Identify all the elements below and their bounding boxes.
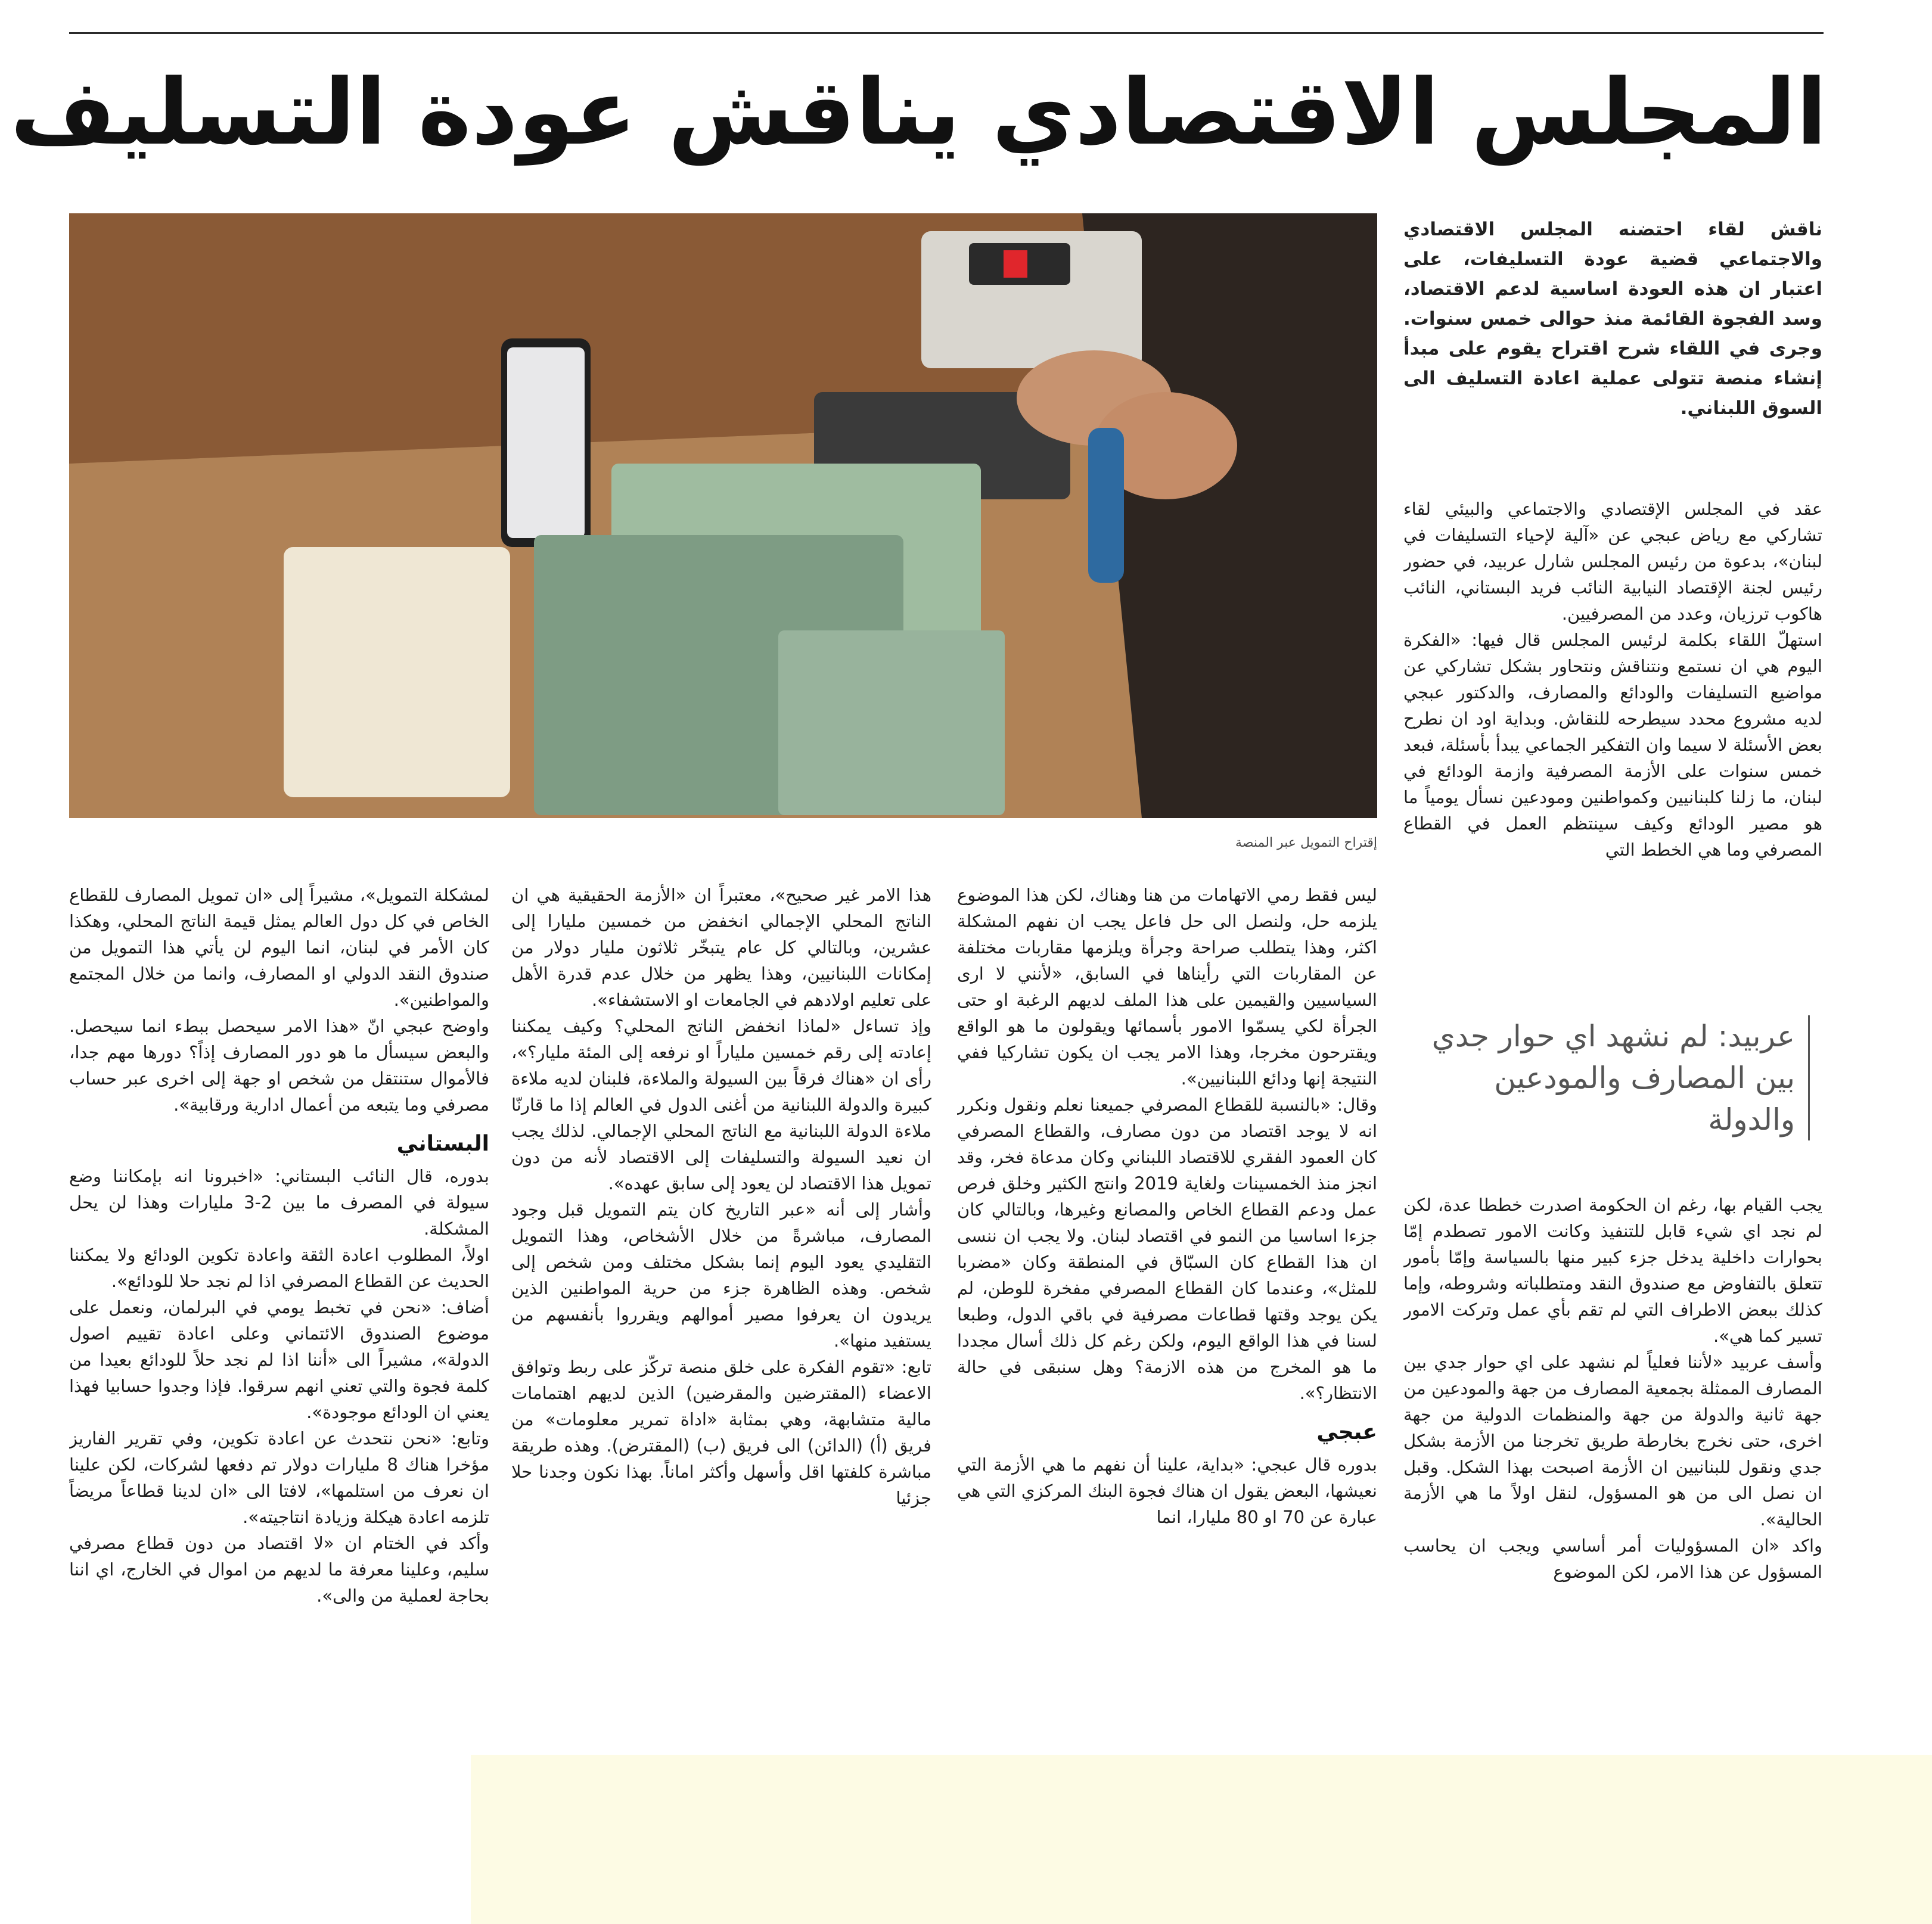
paragraph: وأشار إلى أنه «عبر التاريخ كان يتم التمويل قبل وجود المصارف، مباشرةً من خلال الأشخاص، وهذا التمويل التقليدي يعود اليوم إنما بشكل مختلف ومن شخص إلى شخص. وهذه الظاهرة جزء من حرية المواطنين الذين يريدون ان يعرفوا مصير أموالهم ويقرروا بأنفسهم من يستفيد منها». <box>511 1199 931 1351</box>
column-1-top <box>1403 496 1822 937</box>
top-rule <box>69 32 1824 34</box>
paragraph: اولاً، المطلوب اعادة الثقة واعادة تكوين الودائع ولا يمكننا الحديث عن القطاع المصرفي اذا لم نجد حلا للودائع». <box>69 1245 489 1291</box>
paragraph: ليس فقط رمي الاتهامات من هنا وهناك، لكن هذا الموضوع يلزمه حل، ولنصل الى حل فاعل يجب ان نفهم المشكلة اكثر، وهذا يتطلب صراحة وجرأة ويلزمها مقاربات مختلفة عن المقاربات التي رأيناها في السابق، «لأنني لا ارى السياسيين والقيمين على هذا الملف لديهم الرغبة او حتى الجرأة لكي يسمّوا الامور بأسمائها ويقولون ما هو الواقع ويقترحون مخرجا، وهذا الامر يجب ان يكون تشاركيا ففي النتيجة إنها ودائع اللبنانيين». <box>957 885 1377 1089</box>
article-photo <box>69 213 1377 818</box>
column-3 <box>511 882 931 1710</box>
money-counting-photo <box>69 213 1377 818</box>
paragraph: تابع: «تقوم الفكرة على خلق منصة تركّز على ربط وتوافق الاعضاء (المقترضين والمقرضين) الذين لديهم اهتمامات مالية متشابهة، وهي بمثابة «اداة تمرير معلومات» من فريق (أ) (الدائن) الى فريق (ب) (المقترض). وهذه طريقة مباشرة كلفتها اقل وأسهل وأكثر اماناً. بهذا نكون وجدنا حلا جزئيا <box>511 1357 931 1508</box>
headline: المجلس الاقتصادي يناقش عودة التسليف <box>10 60 1827 165</box>
paragraph: وأكد في الختام ان «لا اقتصاد من دون قطاع مصرفي سليم، وعلينا معرفة ما لديهم من اموال في الخارج، اي اننا بحاجة لعملية من والى». <box>69 1533 489 1606</box>
paragraph: بدوره، قال النائب البستاني: «اخبرونا انه بإمكاننا وضع سيولة في المصرف ما بين 2-3 مليارات وهذا لن يحل المشكلة. <box>69 1166 489 1239</box>
paragraph: واكد «ان المسؤوليات أمر أساسي ويجب ان يحاسب المسؤول عن هذا الامر، لكن الموضوع <box>1403 1536 1822 1582</box>
paragraph: أضاف: «نحن في تخبط يومي في البرلمان، ونعمل على موضوع الصندوق الائتماني وعلى اعادة تقييم اصول الدولة»، مشيراً الى «أننا اذا لم نجد حلاً للودائع بعيدا من كلمة فجوة والتي تعني انهم سرقوا. فإذا وجدوا حسابيا فهذا يعني ان الودائع موجودة». <box>69 1297 489 1422</box>
column-2 <box>957 882 1377 1710</box>
paragraph: استهلّ اللقاء بكلمة لرئيس المجلس قال فيها: «الفكرة اليوم هي ان نستمع ونتناقش ونتحاور بشكل تشاركي عن مواضيع التسليفات والودائع والمصارف، والدكتور عبجي لديه مشروع محدد سيطرحه للنقاش. وبداية اود ان نطرح بعض الأسئلة لا سيما وان التفكير الجماعي يبدأ بأسئلة، فبعد خمس سنوات على الأزمة المصرفية وازمة الودائع في لبنان، ما زلنا كلبنانيين وكمواطنين ومودعين نسأل يومياً ما هو مصير الودائع وكيف سينتظم العمل في القطاع المصرفي وما هي الخطط التي <box>1403 630 1822 860</box>
article-intro: ناقش لقاء احتضنه المجلس الاقتصادي والاجتماعي قضية عودة التسليفات، على اعتبار ان هذه العودة اساسية لدعم الاقتصاد، وسد الفجوة القائمة منذ حوالى خمس سنوات. وجرى في اللقاء شرح اقتراح يقوم على مبدأ إنشاء منصة تتولى عملية اعادة التسليف الى السوق اللبناني. <box>1403 219 1822 419</box>
ad-placeholder <box>471 1755 1932 1924</box>
paragraph: واوضح عبجي انّ «هذا الامر سيحصل ببطء انما سيحصل. والبعض سيسأل ما هو دور المصارف إذاً؟ دورها مهم جدا، فالأموال ستنتقل من شخص او جهة إلى اخرى عبر حساب مصرفي وما يتبعه من أعمال ادارية ورقابية». <box>69 1016 489 1115</box>
paragraph: هذا الامر غير صحيح»، معتبراً ان «الأزمة الحقيقية هي ان الناتج المحلي الإجمالي انخفض من خمسين مليارا إلى عشرين، وبالتالي كل عام يتبخّر ثلاثون مليار دولار من إمكانات اللبنانيين، وهذا يظهر من خلال عدم قدرة الأهل على تعليم اولادهم في الجامعات او الاستشفاء». <box>511 885 931 1010</box>
section-heading-abji: عبجي <box>1316 1420 1377 1444</box>
paragraph: وأسف عربيد «لأننا فعلياً لم نشهد على اي حوار جدي بين المصارف الممثلة بجمعية المصارف من جهة والمودعين من جهة ثانية والدولة من جهة والمنظمات الدولية من جهة اخرى، حتى نخرج بخارطة طريق تخرجنا من الأزمة بشكل جدي ونقول للبنانيين ان الأزمة اصبحت بهذا الشكل. وقبل ان نصل الى من هو المسؤول، لنقل اولاً ما هي الأزمة الحالية». <box>1403 1352 1822 1530</box>
paragraph: عقد في المجلس الإقتصادي والاجتماعي والبيئي لقاء تشاركي مع رياض عبجي عن «آلية لإحياء التسليفات في لبنان»، بدعوة من رئيس المجلس شارل عربيد، في حضور رئيس لجنة الإقتصاد النيابية النائب فريد البستاني، النائب هاكوب ترزيان، وعدد من المصرفيين. <box>1403 499 1822 624</box>
column-1-bottom <box>1403 1192 1822 1704</box>
pull-quote: عربيد: لم نشهد اي حوار جدي بين المصارف والمودعين والدولة <box>1430 1015 1810 1140</box>
photo-caption: إقتراح التمويل عبر المنصة <box>1235 835 1377 850</box>
section-heading-bustani: البستاني <box>396 1132 489 1156</box>
paragraph: بدوره قال عبجي: «بداية، علينا أن نفهم ما هي الأزمة التي نعيشها، البعض يقول ان هناك فجوة البنك المركزي التي هي عبارة عن 70 او 80 مليارا، انما <box>957 1454 1377 1527</box>
paragraph: وقال: «بالنسبة للقطاع المصرفي جميعنا نعلم ونقول ونكرر انه لا يوجد اقتصاد من دون مصارف، والقطاع المصرفي كان العمود الفقري للاقتصاد اللبناني وكان مدعاة فخر، وقد انجز منذ الخمسينات ولغاية 2019 وانتج الكثير وخلق فرص عمل ودعم القطاع الخاص والمصانع وغيرها، وبالتالي كان جزءا اساسيا من النمو في اقتصاد لبنان. ولا يجب ان ننسى ان هذا القطاع كان السبّاق في المنطقة وكان «مضربا للمثل»، وعندما كان القطاع المصرفي مفخرة للوطن، لم يكن يوجد وقتها قطاعات مصرفية في باقي الدول، وطبعا لسنا في هذا الواقع اليوم، ولكن رغم كل ذلك أسال مجددا ما هو المخرج من هذه الازمة؟ وهل سنبقى في حالة الانتظار؟». <box>957 1095 1377 1403</box>
column-4 <box>69 882 489 1919</box>
paragraph: وإذ تساءل «لماذا انخفض الناتج المحلي؟ وكيف يمكننا إعادته إلى رقم خمسين ملياراً او نرفعه إلى المئة مليار؟»، رأى ان «هناك فرقاً بين السيولة والملاءة، فلبنان لديه ملاءة كبيرة والدولة اللبنانية من أغنى الدول في العالم إذا ما قارنّا ملاءة الدولة اللبنانية مع الناتج المحلي الإجمالي. لذلك يجب ان نعيد السيولة والتسليفات إلى الاقتصاد لأنه من دون تمويل هذا الاقتصاد لن يعود إلى سابق عهده». <box>511 1016 931 1193</box>
paragraph: يجب القيام بها، رغم ان الحكومة اصدرت خططا عدة، لكن لم نجد اي شيء قابل للتنفيذ وكانت الامور تصطدم إمّا بحوارات داخلية يدخل جزء كبير منها بالسياسة وإمّا بأمور تتعلق بالتفاوض مع صندوق النقد ومتطلباته وشروطه، وإما كذلك ببعض الاطراف التي لم تقم بأي عمل وتركت الامور تسير كما هي». <box>1403 1195 1822 1346</box>
paragraph: لمشكلة التمويل»، مشيراً إلى «ان تمويل المصارف للقطاع الخاص في كل دول العالم يمثل قيمة الناتج المحلي، وهكذا كان الأمر في لبنان، انما اليوم لن يأتي هذا التمويل من صندوق النقد الدولي او المصارف، وانما من خلال المجتمع والمواطنين». <box>69 885 489 1010</box>
paragraph: وتابع: «نحن نتحدث عن اعادة تكوين، وفي تقرير الفاريز مؤخرا هناك 8 مليارات دولار تم دفعها لشركات، لكن علينا ان نعرف من استلمها»، لافتا الى «ان لدينا قطاعاً مريضاً تلزمه اعادة هيكلة وزيادة انتاجيته». <box>69 1428 489 1527</box>
